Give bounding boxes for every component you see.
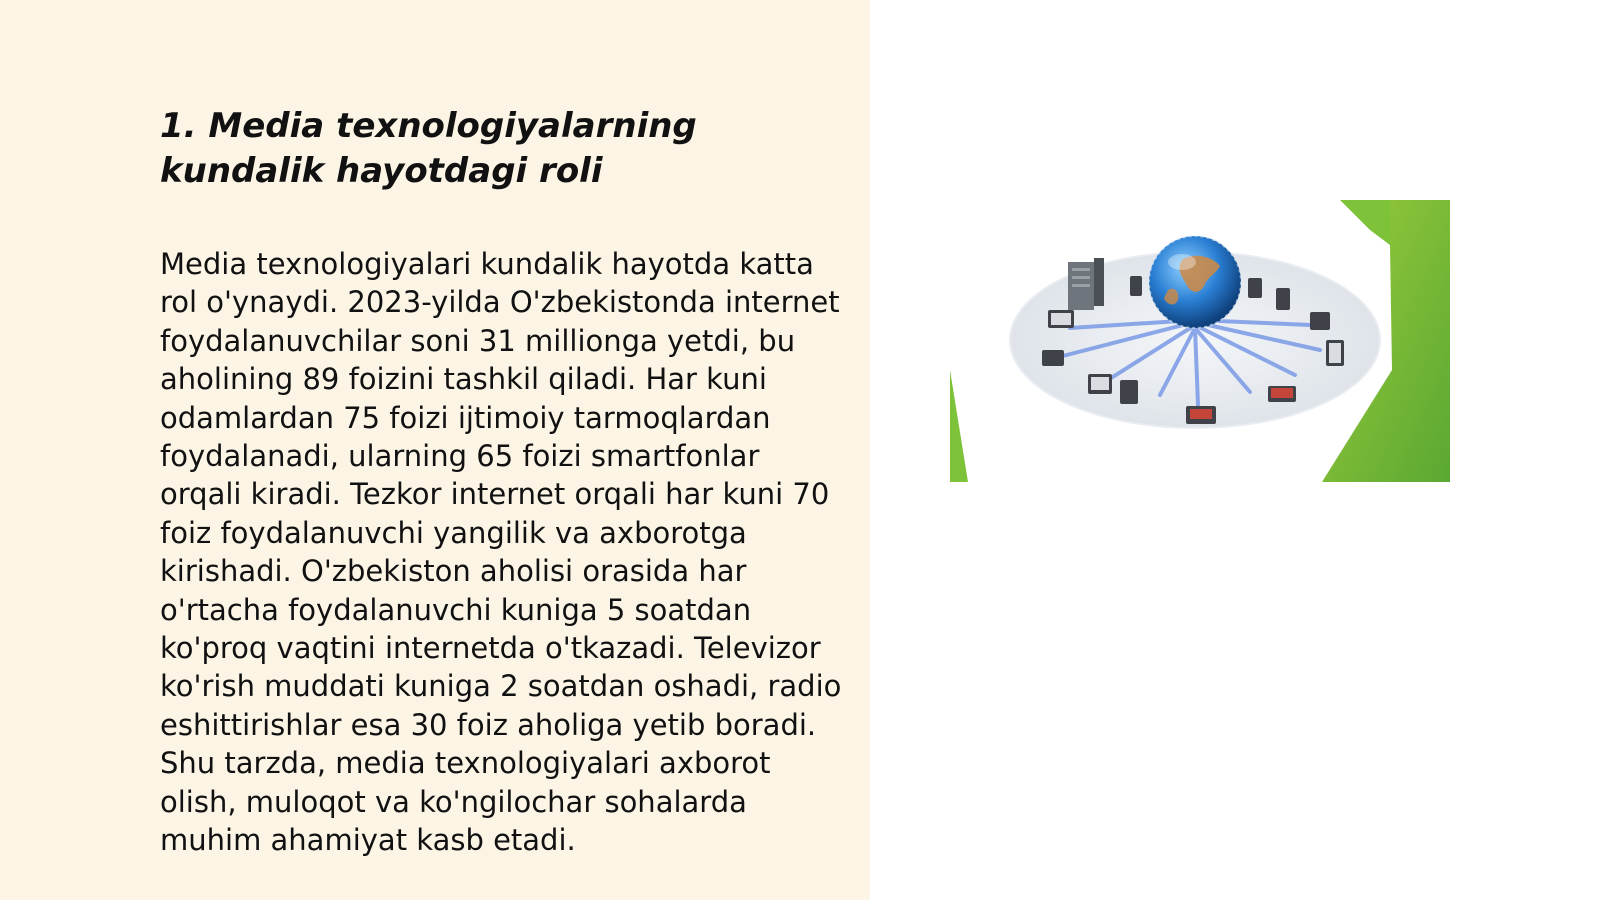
globe-icon [1149,236,1241,328]
slide-title: 1. Media texnologiyalarning kundalik hayotdagi roli [160,106,697,191]
globe-network-image [950,200,1450,482]
slide-body-text: Media texnologiyalari kundalik hayotda katta rol o'ynaydi. 2023-yilda O'zbekistonda internet foydalanuvchilar soni 31 millionga yetdi, bu aholining 89 foizini tashkil qiladi. Har kuni odamlardan 75 foizi ijtimoiy tarmoqlardan foydalanadi, ularning 65 foizi smartfonlar orqali kiradi. Tezkor internet orqali har kuni 70 foiz foydalanuvchi yangilik va axborotga kirishadi. O'zbekiston aholisi orasida har o'rtacha foydalanuvchi kuniga 5 soatdan ko'proq vaqtini internetda o'tkazadi. Televizor ko'rish muddati kuniga 2 soatdan oshadi, radio eshittirishlar esa 30 foiz aholiga yetib boradi. Shu tarzda, media texnologiyalari axborot olish, muloqot va ko'ngilochar sohalarda muhim ahamiyat kasb etadi. [160,247,842,858]
server-icon [1068,258,1104,310]
globe-network-illustration [950,200,1450,482]
